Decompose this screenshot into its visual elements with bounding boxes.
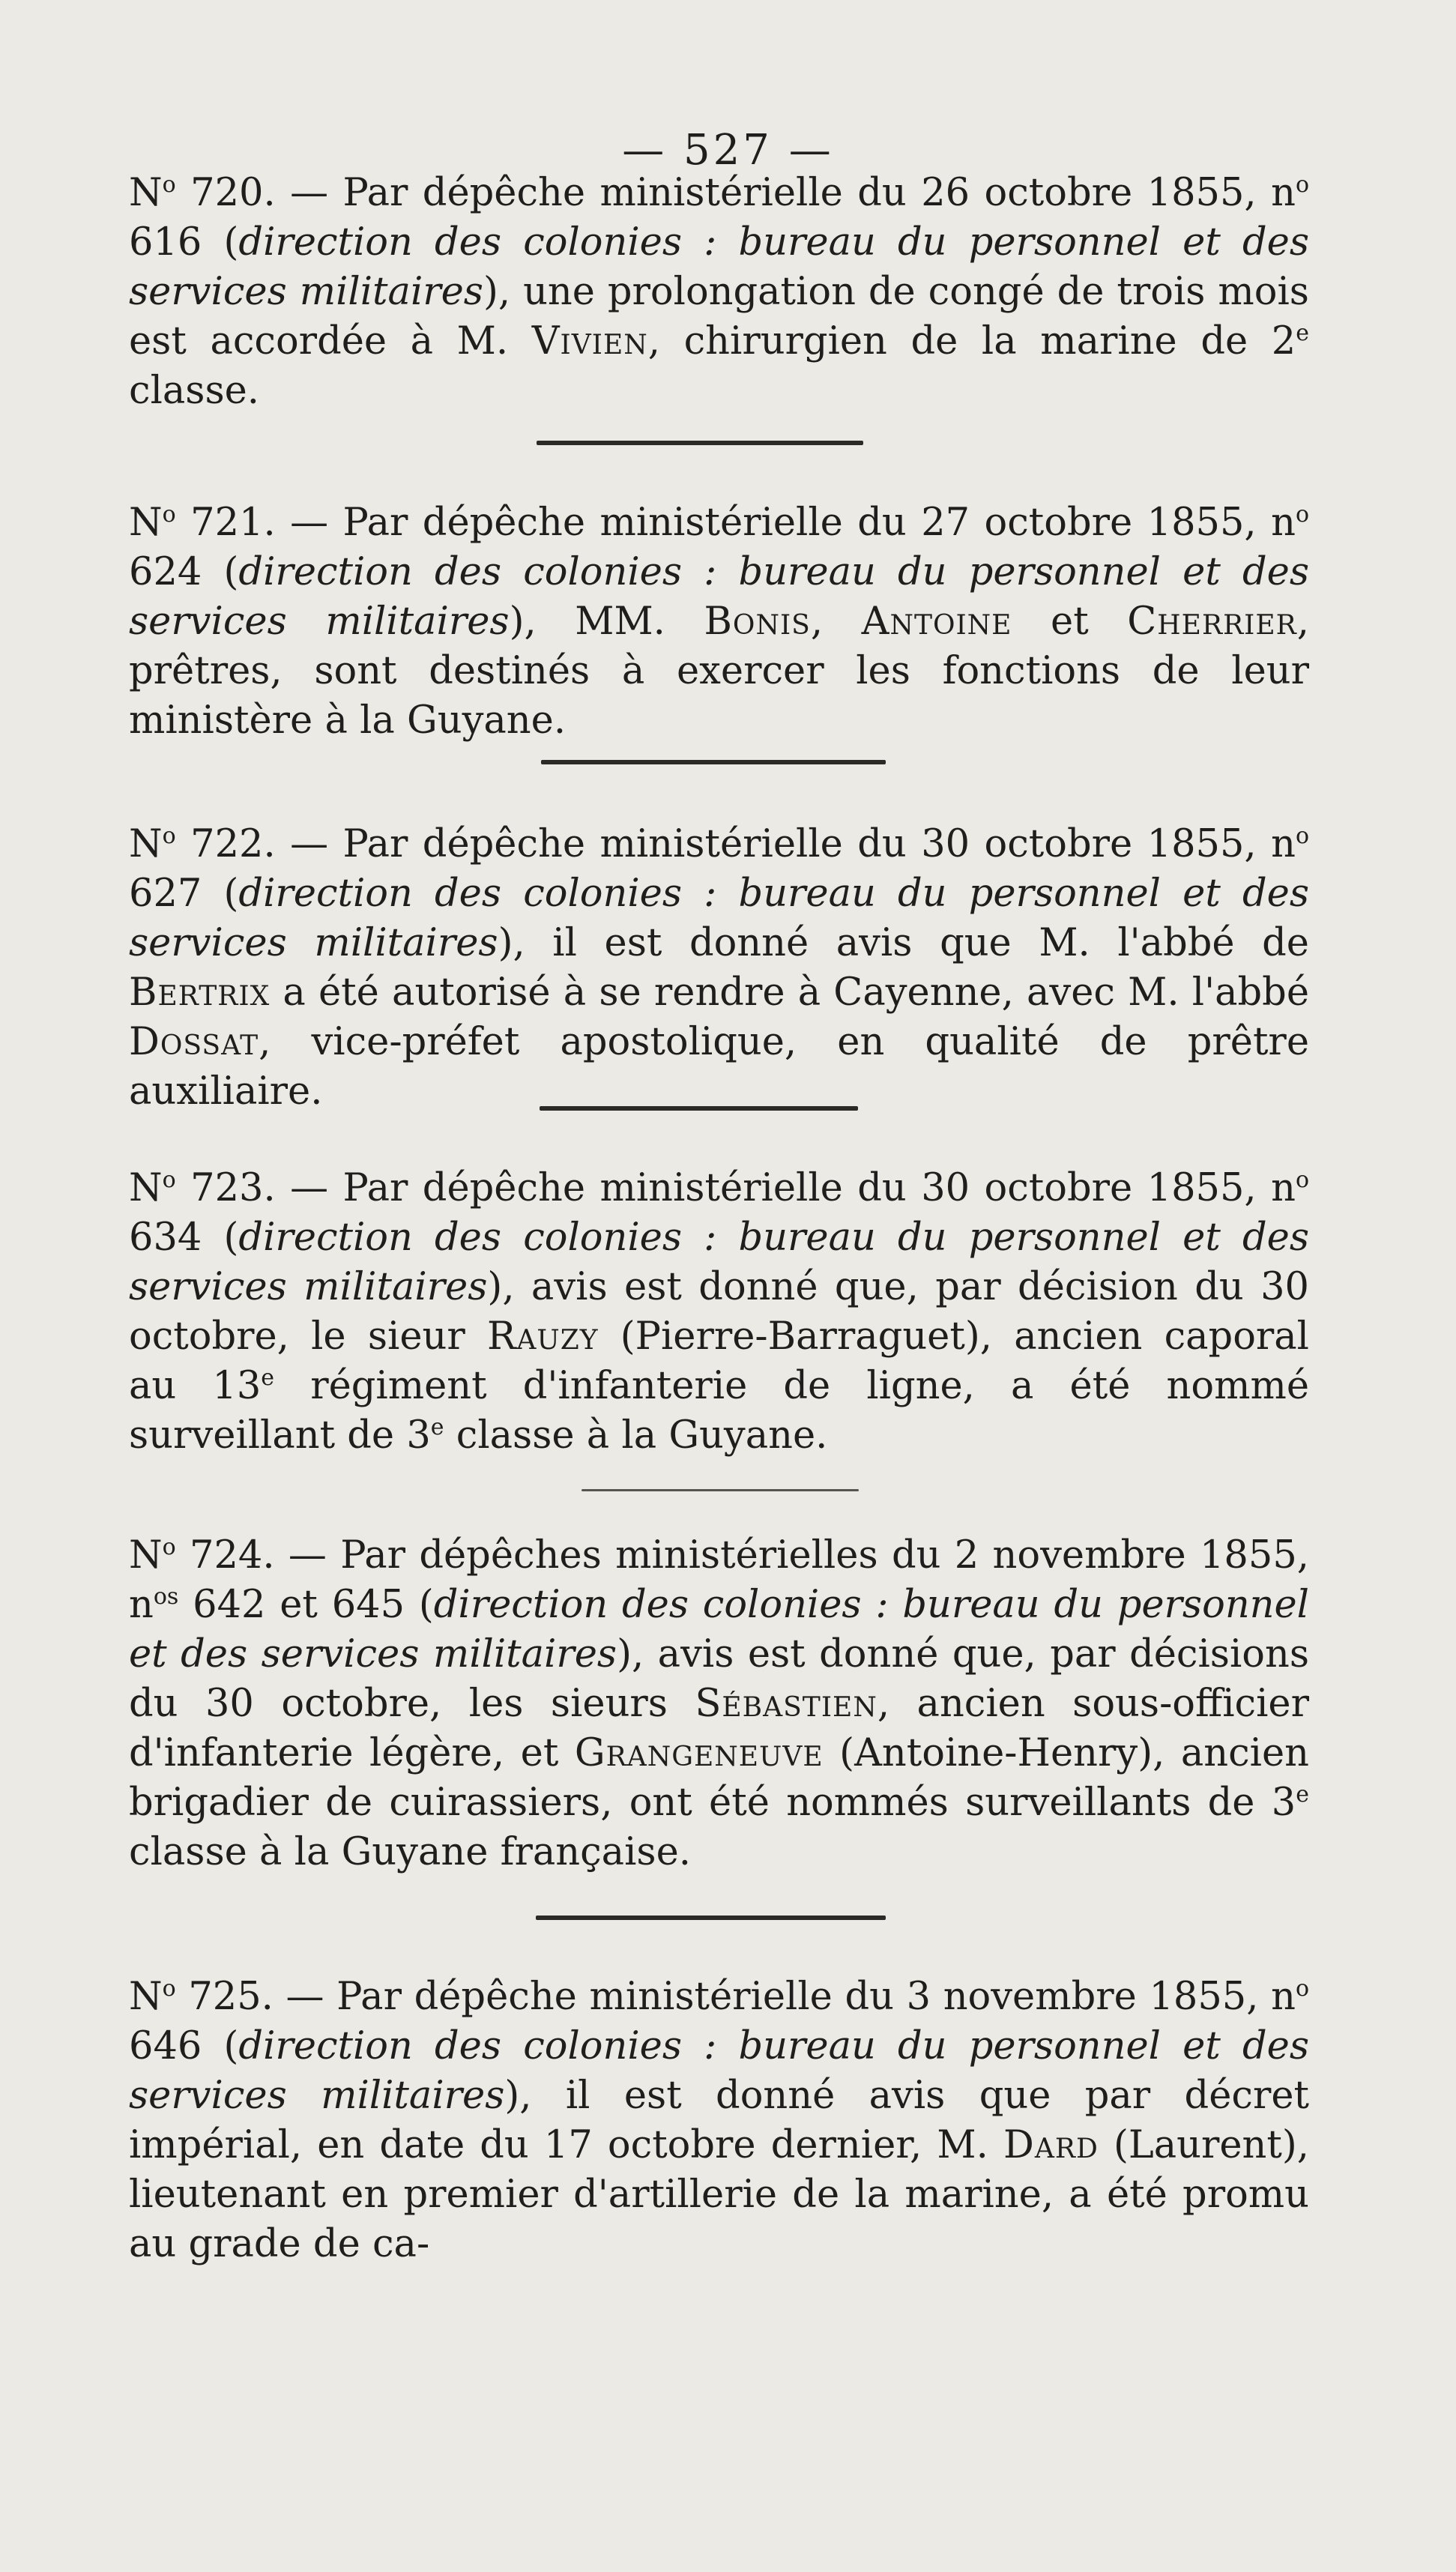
entry-text: N: [129, 501, 163, 545]
entry-722: [129, 820, 1309, 1117]
entry-721: [129, 498, 1309, 746]
entry-text: régiment d'infanterie de ligne, a été nommé surveillant de 3: [129, 1364, 1310, 1458]
entry-text: , vice-préfet apostolique, en qualité de prêtre auxiliaire.: [129, 1020, 1309, 1114]
entry-italic: direction des colonies : bureau du personnel et des services militaires: [129, 220, 1309, 314]
separator-rule: [536, 1916, 886, 1920]
superscript: os: [153, 1584, 179, 1610]
page-number: — 527 —: [622, 126, 834, 175]
superscript: o: [1295, 1975, 1309, 2002]
entry-text: ), une prolongation de congé de trois mois est accordée à M.: [129, 270, 1309, 363]
person-name: Grangeneuve: [574, 1731, 824, 1775]
superscript: o: [1295, 823, 1309, 849]
entry-text: , chirurgien de la marine de 2: [647, 319, 1296, 363]
entry-italic: direction des colonies : bureau du personnel et des services militaires: [129, 872, 1309, 965]
person-name: Bonis: [704, 600, 811, 644]
entry-text: (Antoine-Henry), ancien brigadier de cuirassiers, ont été nommés surveillants de 3: [129, 1731, 1309, 1825]
superscript: o: [1295, 501, 1309, 528]
superscript: o: [162, 172, 176, 198]
entry-text: 634 (: [129, 1216, 239, 1260]
person-name: Vivien: [531, 319, 648, 363]
entry-text: 720. — Par dépêche ministérielle du 26 octobre 1855, n: [175, 171, 1296, 215]
entry-text: 722. — Par dépêche ministérielle du 30 octobre 1855, n: [175, 822, 1296, 866]
entry-text: 723. — Par dépêche ministérielle du 30 octobre 1855, n: [175, 1166, 1296, 1210]
person-name: Antoine: [861, 600, 1012, 644]
person-name: Dard: [1003, 2123, 1099, 2167]
entry-text: 646 (: [129, 2024, 239, 2068]
entry-text: ), il est donné avis que M. l'abbé de: [498, 921, 1309, 965]
entry-text: 616 (: [129, 220, 239, 265]
superscript: o: [1295, 1167, 1309, 1193]
entry-text: (Laurent), lieutenant en premier d'artillerie de la marine, a été promu au grade de ca-: [129, 2123, 1309, 2266]
entry-724: [129, 1531, 1309, 1877]
entry-italic: direction des colonies : bureau du personnel et des services militaires: [129, 1216, 1309, 1309]
separator-rule: [582, 1489, 859, 1491]
entry-text: N: [129, 1166, 163, 1210]
separator-rule: [537, 441, 863, 445]
person-name: Dossat: [129, 1020, 259, 1064]
superscript: e: [1296, 320, 1309, 346]
entry-text: 725. — Par dépêche ministérielle du 3 novembre 1855, n: [175, 1975, 1296, 2019]
superscript: o: [1295, 172, 1309, 198]
superscript: o: [162, 823, 176, 849]
entry-text: ), avis est donné que, par décision du 30 octobre, le sieur: [129, 1265, 1309, 1359]
entry-text: , ancien sous-officier d'infanterie légère, et: [129, 1682, 1309, 1775]
entry-text: ), il est donné avis que par décret impérial, en date du 17 octobre dernier, M.: [129, 2074, 1309, 2167]
superscript: o: [162, 1534, 176, 1560]
entry-725: [129, 1972, 1309, 2269]
entry-text: , prêtres, sont destinés à exercer les fonctions de leur ministère à la Guyane.: [129, 600, 1309, 743]
entry-text: classe à la Guyane.: [444, 1413, 828, 1458]
separator-rule: [540, 1106, 858, 1111]
entry-text: 724. — Par dépêches ministérielles du 2 novembre 1855, n: [129, 1533, 1309, 1627]
entry-text: ), MM.: [509, 600, 704, 644]
entry-text: N: [129, 171, 163, 215]
entry-723: [129, 1164, 1309, 1461]
person-name: Bertrix: [129, 970, 271, 1015]
superscript: o: [162, 501, 176, 528]
entry-italic: direction des colonies : bureau du personnel et des services militaires: [129, 2024, 1309, 2118]
entry-text: N: [129, 1975, 163, 2019]
entry-text: ,: [810, 600, 862, 644]
separator-rule: [541, 760, 886, 764]
entry-text: 642 et 645 (: [178, 1583, 434, 1627]
superscript: e: [261, 1365, 275, 1391]
entry-text: a été autorisé à se rendre à Cayenne, avec M. l'abbé: [270, 970, 1309, 1015]
entry-720: [129, 169, 1309, 416]
superscript: o: [162, 1167, 176, 1193]
entry-text: classe à la Guyane française.: [129, 1830, 691, 1874]
entry-text: ), avis est donné que, par décisions du 30 octobre, les sieurs: [129, 1632, 1309, 1726]
entry-text: 627 (: [129, 872, 239, 916]
person-name: Sébastien: [695, 1682, 877, 1726]
entry-text: classe.: [129, 369, 260, 413]
entry-text: (Pierre-Barraguet), ancien caporal au 13: [129, 1314, 1309, 1408]
entry-italic: direction des colonies : bureau du personnel et des services militaires: [129, 550, 1309, 644]
superscript: e: [430, 1414, 444, 1440]
entry-text: et: [1012, 600, 1128, 644]
superscript: e: [1296, 1781, 1309, 1808]
entry-text: N: [129, 822, 163, 866]
superscript: o: [162, 1975, 176, 2002]
entry-italic: direction des colonies : bureau du personnel et des services militaires: [129, 1583, 1309, 1676]
entry-text: 721. — Par dépêche ministérielle du 27 octobre 1855, n: [175, 501, 1296, 545]
person-name: Cherrier: [1127, 600, 1297, 644]
person-name: Rauzy: [486, 1314, 599, 1359]
entry-text: N: [129, 1533, 163, 1578]
entry-text: 624 (: [129, 550, 239, 594]
